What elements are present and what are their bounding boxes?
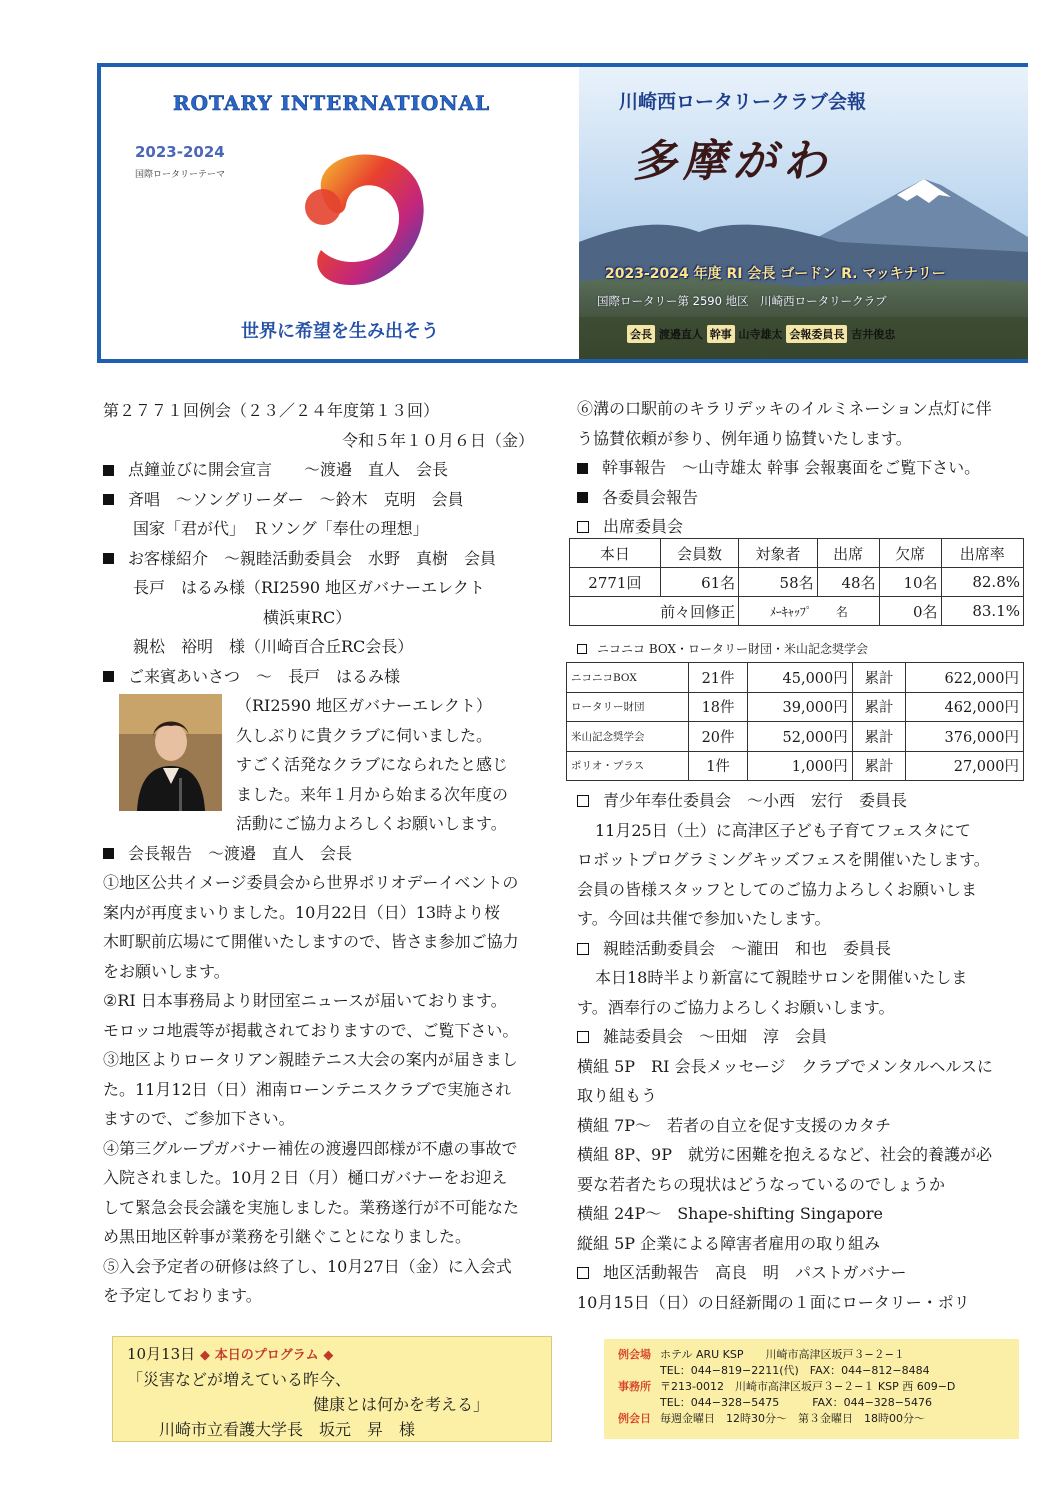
top-line: う協賛依頼が参り、例年通り協賛いたします。	[577, 428, 912, 448]
table-cell: 83.1%	[941, 597, 1023, 626]
youth-line: 11月25日（土）に高津区子ども子育てフェスタにて	[595, 820, 971, 840]
greeting-line: 久しぶりに貴クラブに伺いました。	[236, 725, 493, 745]
donation-caption: ニコニコ BOX・ロータリー財団・米山記念奨学会	[597, 642, 869, 656]
greeting-line: （RI2590 地区ガバナーエレクト）	[236, 696, 492, 715]
report-line: ますので、ご参加下さい。	[103, 1109, 295, 1128]
header-banner	[97, 63, 1028, 363]
table-row	[567, 692, 1024, 722]
magazine-line: 取り組もう	[577, 1086, 658, 1105]
table-cell: 2771回	[570, 568, 661, 597]
open-square-bullet-icon	[577, 795, 589, 807]
table-row	[567, 722, 1024, 752]
table-cell: 18件	[689, 692, 748, 722]
table-cell: 1件	[689, 751, 748, 781]
editor-label: 会報委員長	[786, 325, 847, 343]
song-detail: 国家「君が代」 Ｒソング「奉仕の理想」	[133, 519, 429, 538]
venue-label: 例会場	[618, 1348, 651, 1361]
greeting-item	[103, 662, 548, 692]
officers-line	[627, 325, 895, 343]
square-bullet-icon	[577, 492, 588, 503]
president-report-body	[103, 868, 548, 1311]
president-name: 渡邉直人	[658, 328, 703, 341]
office: 〒213-0012 川崎市高津区坂戸３−２−１ KSP 西 609−D	[660, 1380, 956, 1393]
president-report-head: 会長報告 〜渡邉 直人 会長	[128, 843, 353, 863]
report-line: ⑤入会予定者の研修は終了し、10月27日（金）に入会式	[103, 1256, 512, 1276]
diamond-icon: ◆	[199, 1348, 210, 1363]
program-box	[112, 1336, 552, 1442]
report-line: モロッコ地震等が掲載されておりますので、ご覧下さい。	[103, 1020, 519, 1040]
table-cell: ポリオ・プラス	[567, 751, 689, 781]
report-line: め黒田地区幹事が業務を引継ぐことになりました。	[103, 1227, 472, 1246]
table-cell: 82.8%	[941, 568, 1023, 597]
open-square-bullet-icon	[577, 521, 589, 533]
open-square-bullet-icon	[577, 1031, 589, 1043]
table-cell: 45,000円	[748, 663, 853, 693]
square-bullet-icon	[103, 465, 114, 476]
secretary-report: 幹事報告 〜山寺雄太 幹事 会報裏面をご覧下さい。	[602, 458, 981, 477]
youth-head-item	[577, 786, 1024, 816]
youth-line: 会員の皆様スタッフとしてのご協力よろしくお願いしま	[577, 879, 978, 899]
table-row	[570, 539, 1024, 568]
table-cell: 52,000円	[748, 722, 853, 752]
table-cell: ニコニコBOX	[567, 663, 689, 693]
contact-box	[604, 1339, 1019, 1439]
greeting-line: ました。来年１月から始まる次年度の	[236, 784, 509, 804]
theme-label: 国際ロータリーテーマ	[135, 170, 226, 180]
guest-photo-icon	[119, 694, 222, 811]
table-row	[570, 568, 1024, 597]
guest-1: 長戸 はるみ様（RI2590 地区ガバナーエレクト	[133, 578, 485, 597]
office-tel: TEL：044−328−5475 FAX：044−328−5476	[660, 1396, 933, 1409]
meeting-day-label: 例会日	[618, 1412, 651, 1425]
donation-table	[566, 662, 1024, 781]
magazine-line: 横組 5P RI 会長メッセージ クラブでメンタルヘルスに	[577, 1056, 993, 1076]
meeting-day-row	[618, 1411, 1019, 1427]
magazine-line: 横組 24P〜 Shape-shifting Singapore	[577, 1204, 884, 1223]
table-row	[570, 597, 1024, 626]
meeting-date: 令和５年１０月６日（金）	[341, 430, 534, 450]
district-line: 国際ロータリー第 2590 地区 川崎西ロータリークラブ	[597, 294, 887, 308]
square-bullet-icon	[577, 463, 588, 474]
report-line: ③地区よりロータリアン親睦テニス大会の案内が届きまし	[103, 1050, 518, 1069]
report-line: を予定しております。	[103, 1286, 262, 1305]
meeting-number: 第２７７１回例会（２３／２４年度第１３回）	[103, 401, 440, 420]
fellowship-head: 親睦活動委員会 〜瀧田 和也 委員長	[603, 938, 892, 958]
report-line: ①地区公共イメージ委員会から世界ポリオデーイベントの	[103, 873, 519, 892]
table-cell: 累計	[852, 751, 906, 781]
open-square-bullet-icon	[577, 1267, 589, 1279]
magazine-line: 横組 8P、9P 就労に困難を抱えるなど、社会的養護が必	[577, 1145, 992, 1164]
table-cell: 米山記念奨学会	[567, 722, 689, 752]
venue: ホテル ARU KSP 川崎市高津区坂戸３−２−１	[660, 1348, 905, 1361]
open-square-bullet-icon	[577, 644, 587, 654]
diamond-icon: ◆	[323, 1348, 334, 1363]
bulletin-title: 川崎西ロータリークラブ会報	[619, 91, 867, 113]
table-cell: 58名	[739, 568, 817, 597]
magazine-line: 要な若者たちの現状はどうなっているのでしょうか	[577, 1174, 946, 1194]
square-bullet-icon	[103, 848, 114, 859]
left-column	[103, 396, 548, 1311]
office-row	[618, 1379, 1019, 1395]
table-cell: 21件	[689, 663, 748, 693]
table-header: 出席率	[941, 539, 1023, 568]
table-header: 対象者	[739, 539, 817, 568]
theme-slogan: 世界に希望を生み出そう	[241, 321, 439, 342]
table-cell: ﾒｰｷｬｯﾌﾟ 名	[739, 597, 879, 626]
fellowship-head-item	[577, 934, 1024, 964]
program-date: 10月13日	[127, 1345, 196, 1363]
table-cell: 462,000円	[906, 692, 1024, 722]
youth-line: す。今回は共催で参加いたします。	[577, 909, 831, 928]
secretary-label: 幹事	[707, 325, 735, 343]
table-cell: 20件	[689, 722, 748, 752]
attendance-head: 出席委員会	[603, 517, 684, 536]
program-title-line-2: 健康とは何かを考える」	[313, 1395, 490, 1414]
program-tag: 本日のプログラム	[214, 1348, 319, 1363]
report-line: 木町駅前広場にて開催いたしますので、皆さま参加ご協力	[103, 932, 519, 951]
magazine-head: 雑誌委員会 〜田畑 淳 会員	[603, 1027, 828, 1046]
song-text: 斉唱 〜ソングリーダー 〜鈴木 克明 会員	[128, 489, 464, 509]
report-line: ②RI 日本事務局より財団室ニュースが届いております。	[103, 991, 507, 1010]
table-cell: 27,000円	[906, 751, 1024, 781]
table-header: 欠席	[879, 539, 941, 568]
open-square-bullet-icon	[577, 943, 589, 955]
attendance-table	[569, 538, 1024, 626]
committee-reports: 各委員会報告	[602, 487, 699, 507]
greeting-line: すごく活発なクラブになられたと感じ	[236, 755, 509, 774]
right-column-lower	[577, 786, 1024, 1317]
square-bullet-icon	[103, 671, 114, 682]
square-bullet-icon	[103, 494, 114, 505]
venue-row	[618, 1347, 1019, 1363]
magazine-head-item	[577, 1022, 1024, 1052]
fellowship-line: 本日18時半より新富にて親睦サロンを開催いたしま	[595, 968, 968, 987]
report-line: 入院されました。10月２日（月）樋口ガバナーをお迎え	[103, 1168, 508, 1187]
report-line: ④第三グループガバナー補佐の渡邊四郎様が不慮の事故で	[103, 1138, 518, 1158]
opening-item	[103, 455, 548, 485]
table-header: 会員数	[660, 539, 738, 568]
table-cell: ロータリー財団	[567, 692, 689, 722]
report-line: をお願いします。	[103, 961, 230, 981]
office-label: 事務所	[618, 1380, 651, 1393]
square-bullet-icon	[103, 553, 114, 564]
district-head-item	[577, 1258, 1024, 1288]
table-row	[567, 751, 1024, 781]
committee-reports-item	[577, 483, 1024, 513]
report-line: た。11月12日（日）湘南ローンテニスクラブで実施され	[103, 1079, 512, 1099]
magazine-line: 縦組 5P 企業による障害者雇用の取り組み	[577, 1233, 881, 1253]
table-cell: 累計	[852, 692, 906, 722]
ri-theme-panel	[101, 67, 579, 359]
guests-item	[103, 544, 548, 574]
ri-theme-logo-icon	[291, 135, 441, 295]
top-line: ⑥溝の口駅前のキラリデッキのイルミネーション点灯に伴	[577, 399, 992, 418]
program-head	[127, 1343, 333, 1364]
president-label: 会長	[627, 325, 655, 343]
table-cell: 622,000円	[906, 663, 1024, 693]
table-cell: 61名	[660, 568, 738, 597]
meeting-day: 毎週金曜日 12時30分〜 第３金曜日 18時00分〜	[660, 1412, 925, 1425]
district-head: 地区活動報告 高良 明 パストガバナー	[603, 1263, 907, 1282]
editor-name: 吉井俊忠	[851, 328, 896, 341]
ri-president: 2023-2024 年度 RI 会長 ゴードン R. マッキナリー	[605, 266, 946, 282]
secretary-name: 山寺雄太	[738, 328, 783, 341]
song-item	[103, 485, 548, 515]
fellowship-line: す。酒奉行のご協力よろしくお願いします。	[577, 997, 895, 1017]
right-column	[577, 394, 1024, 542]
table-header: 出席	[817, 539, 879, 568]
program-title-line-1: 「災害などが増えている昨今、	[127, 1370, 352, 1389]
guest-2: 親松 裕明 様（川崎百合丘RC会長）	[133, 637, 414, 656]
table-row	[567, 663, 1024, 693]
theme-year: 2023-2024	[135, 143, 225, 161]
table-cell: 累計	[852, 722, 906, 752]
greeting-head: ご来賓あいさつ 〜 長戸 はるみ様	[128, 666, 401, 686]
table-cell: 1,000円	[748, 751, 853, 781]
table-cell: 累計	[852, 663, 906, 693]
table-cell: 376,000円	[906, 722, 1024, 752]
ri-title: ROTARY INTERNATIONAL	[173, 91, 491, 115]
report-line: 案内が再度まいりました。10月22日（日）13時より桜	[103, 902, 501, 922]
district-line-text: 10月15日（日）の日経新聞の１面にロータリー・ポリ	[577, 1292, 970, 1312]
opening-text: 点鐘並びに開会宣言 〜渡邉 直人 会長	[128, 460, 449, 479]
magazine-line: 横組 7P〜 若者の自立を促す支援のカタチ	[577, 1115, 892, 1135]
secretary-report-item	[577, 453, 1024, 483]
bulletin-name: 多摩がわ	[630, 136, 842, 187]
greeting-line: 活動にご協力よろしくお願いします。	[236, 814, 507, 833]
guest-1-club: 横浜東RC）	[263, 607, 352, 627]
table-cell: 0名	[879, 597, 941, 626]
president-report-item	[103, 839, 548, 869]
youth-line: ロボットプログラミングキッズフェスを開催いたします。	[577, 850, 990, 869]
table-cell: 39,000円	[748, 692, 853, 722]
youth-head: 青少年奉仕委員会 〜小西 宏行 委員長	[603, 791, 908, 810]
donation-caption-item	[577, 640, 868, 657]
guests-text: お客様紹介 〜親睦活動委員会 水野 真樹 会員	[128, 548, 497, 568]
table-cell: 前々回修正	[570, 597, 739, 626]
venue-tel: TEL：044−819−2211(代) FAX：044−812−8484	[660, 1364, 930, 1377]
report-line: して緊急会長会議を実施しました。業務遂行が不可能なた	[103, 1197, 520, 1217]
table-cell: 48名	[817, 568, 879, 597]
table-cell: 10名	[879, 568, 941, 597]
bulletin-title-panel	[579, 67, 1028, 359]
table-header: 本日	[570, 539, 661, 568]
program-speaker: 川崎市立看護大学長 坂元 昇 様	[159, 1420, 416, 1439]
